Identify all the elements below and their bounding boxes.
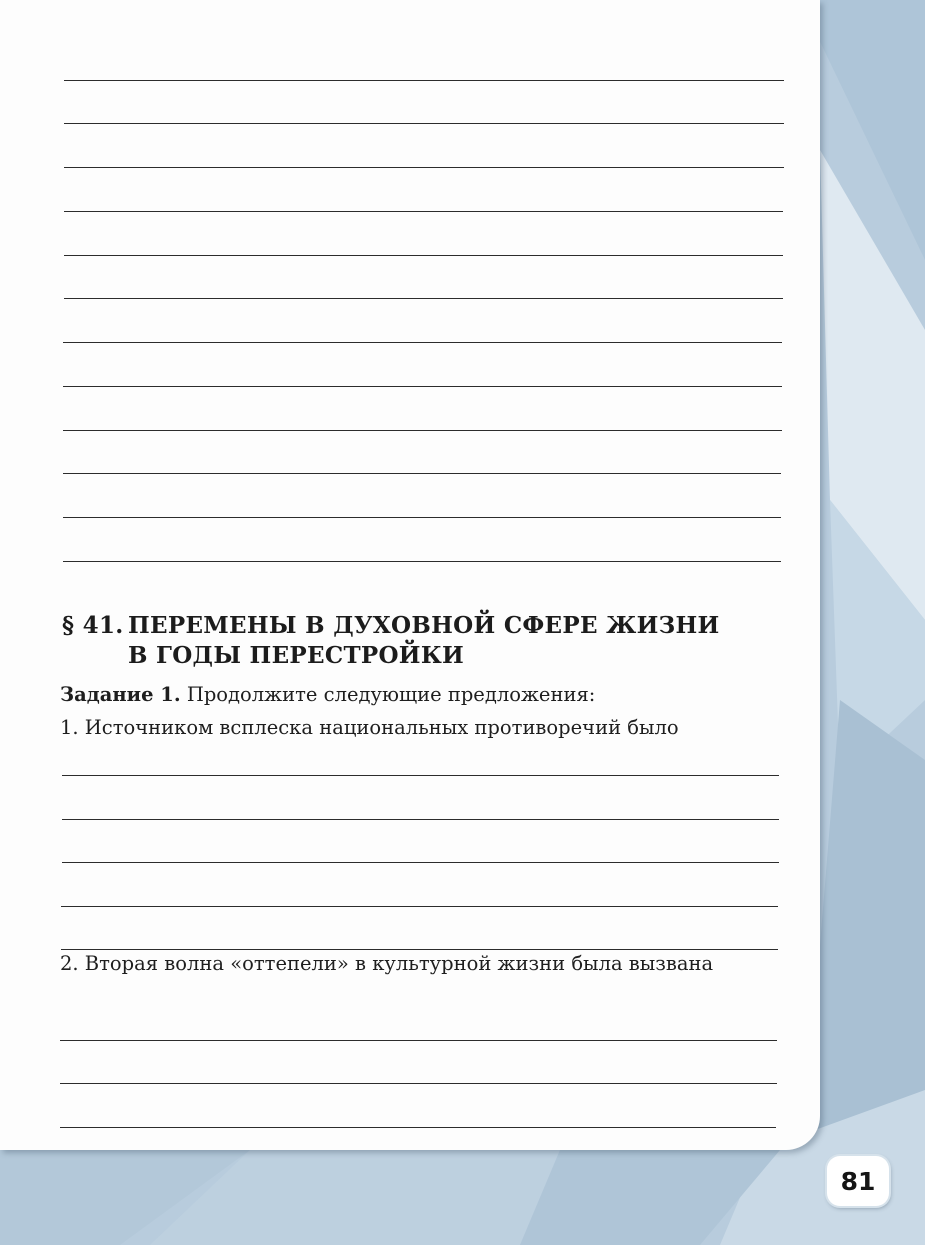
answer-line — [62, 775, 779, 776]
answer-line — [64, 211, 783, 212]
answer-line — [61, 949, 778, 950]
answer-line — [62, 862, 779, 863]
section-title-line2: В ГОДЫ ПЕРЕСТРОЙКИ — [128, 642, 465, 669]
answer-line — [60, 1127, 776, 1128]
answer-line — [64, 255, 783, 256]
answer-line — [63, 342, 782, 343]
answer-line — [64, 123, 784, 124]
answer-line — [60, 1083, 777, 1084]
answer-line — [64, 80, 784, 81]
section-number: § 41. — [62, 612, 124, 639]
task-text: Продолжите следующие предложения: — [180, 683, 596, 706]
answer-line — [64, 167, 784, 168]
answer-line — [63, 430, 782, 431]
answer-line — [62, 819, 779, 820]
answer-line — [60, 1040, 777, 1041]
task-instruction — [60, 683, 595, 706]
answer-line — [63, 561, 781, 562]
answer-line — [61, 906, 778, 907]
answer-line — [63, 386, 782, 387]
question-1: 1. Источником всплеска национальных противоречий было — [60, 716, 679, 739]
answer-line — [63, 517, 781, 518]
section-heading — [62, 611, 720, 671]
question-2: 2. Вторая волна «оттепели» в культурной жизни была вызвана — [60, 952, 714, 975]
task-label: Задание 1. — [60, 683, 181, 706]
answer-line — [64, 298, 783, 299]
page-number: 81 — [827, 1156, 889, 1206]
answer-line — [63, 473, 781, 474]
section-title-line1: ПЕРЕМЕНЫ В ДУХОВНОЙ СФЕРЕ ЖИЗНИ — [128, 612, 720, 639]
